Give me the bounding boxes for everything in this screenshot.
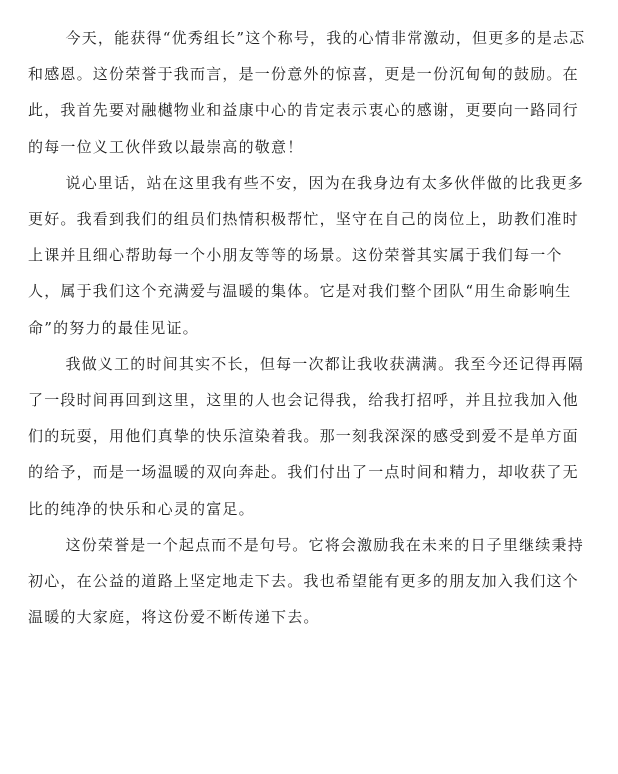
paragraph-2: 说心里话，站在这里我有些不安，因为在我身边有太多伙伴做的比我更多更好。我看到我们的组员们热情积极帮忙，坚守在自己的岗位上，助教们准时上课并且细心帮助每一个小朋友等等的场景。这份荣誉其实属于我们每一个人，属于我们这个充满爱与温暖的集体。它是对我们整个团队“用生命影响生命”的努力的最佳见证。 <box>28 173 584 337</box>
document-body <box>28 20 594 635</box>
paragraph-3: 我做义工的时间其实不长，但每一次都让我收获满满。我至今还记得再隔了一段时间再回到这里，这里的人也会记得我，给我打招呼，并且拉我加入他们的玩耍，用他们真挚的快乐渲染着我。那一刻我深深的感受到爱不是单方面的给予，而是一场温暖的双向奔赴。我们付出了一点时间和精力，却收获了无比的纯净的快乐和心灵的富足。 <box>28 354 584 518</box>
paragraph-4: 这份荣誉是一个起点而不是句号。它将会激励我在未来的日子里继续秉持初心，在公益的道路上坚定地走下去。我也希望能有更多的朋友加入我们这个温暖的大家庭，将这份爱不断传递下去。 <box>28 535 584 627</box>
paragraph-1: 今天，能获得“优秀组长”这个称号，我的心情非常激动，但更多的是忐忑和感恩。这份荣誉于我而言，是一份意外的惊喜，更是一份沉甸甸的鼓励。在此，我首先要对融樾物业和益康中心的肯定表示衷心的感谢，更要向一路同行的每一位义工伙伴致以最崇高的敬意！ <box>28 29 586 156</box>
